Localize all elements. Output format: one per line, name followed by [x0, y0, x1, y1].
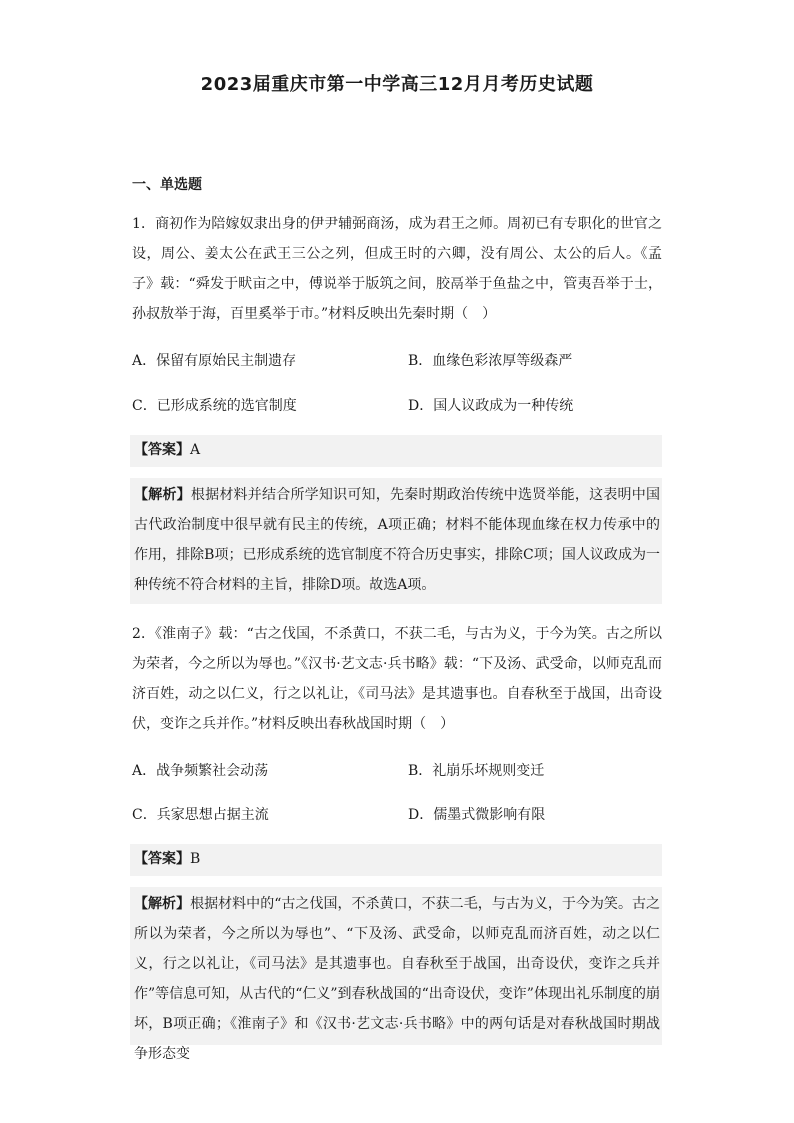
question-2-stem: 2．《淮南子》载：“古之伐国，不杀黄口，不获二毛，与古为义，于今为笑。古之所以为荣者，今之所以为辱也。”《汉书·艺文志·兵书略》载：“下及汤、武受命，以师克乱而济百姓，动之以仁义，行之以礼让，《司马法》是其遗事也。自春秋至于战国，出奇设伏，变诈之兵并作。”材料反映出春秋战国时期（ ） [132, 626, 662, 732]
page-title: 2023届重庆市第一中学高三12月月考历史试题 [200, 74, 594, 95]
question-2-analysis-box [130, 887, 662, 1062]
question-1-answer: A [190, 442, 201, 458]
question-1-analysis: 根据材料并结合所学知识可知，先秦时期政治传统中选贤举能，这表明中国古代政治制度中很早就有民主的传统，A项正确；材料不能体现血缘在权力传承中的作用，排除B项；已形成系统的选官制度不符合历史事实，排除C项；国人议政成为一种传统不符合材料的主旨，排除D项。故选A项。 [134, 487, 660, 593]
analysis-tag: 【解析】 [134, 487, 191, 503]
question-2-analysis: 根据材料中的“古之伐国，不杀黄口，不获二毛，与古为义，于今为笑。古之所以为荣者，今之所以为辱也”、“下及汤、武受命，以师克乱而济百姓，动之以仁义，行之以礼让，《司马法》是其遗事也。自春秋至于战国，出奇设伏，变诈之兵并作”等信息可知，从古代的“仁义”到春秋战国的“出奇设伏，变诈”体现出礼乐制度的崩坏，B项正确；《淮南子》和《汉书·艺文志·兵书略》中的两句话是对春秋战国时期战争形态变 [134, 896, 661, 1062]
question-2-option-b: B．礼崩乐坏规则变迁 [408, 763, 545, 779]
question-1-option-b: B．血缘色彩浓厚等级森严 [408, 353, 573, 369]
question-2-option-c: C．兵家思想占据主流 [132, 807, 269, 823]
answer-tag: 【答案】 [134, 851, 190, 867]
analysis-tag: 【解析】 [134, 896, 191, 912]
question-1-analysis-box [130, 478, 662, 604]
question-1-option-c: C．已形成系统的选官制度 [132, 398, 297, 414]
question-1-option-d: D．国人议政成为一种传统 [408, 398, 574, 414]
question-2-option-d: D．儒墨式微影响有限 [408, 807, 546, 823]
answer-tag: 【答案】 [134, 442, 190, 458]
question-2-answer: B [190, 851, 201, 867]
question-2-answer-box [130, 844, 662, 876]
section-heading: 一、单选题 [132, 177, 202, 193]
question-1-stem: 1．商初作为陪嫁奴隶出身的伊尹辅弼商汤，成为君王之师。周初已有专职化的世官之设，周公、姜太公在武王三公之列，但成王时的六卿，没有周公、太公的后人。《孟子》载：“舜发于畎亩之中，傅说举于版筑之间，胶鬲举于鱼盐之中，管夷吾举于士，孙叔敖举于海，百里奚举于市。”材料反映出先秦时期（ ） [132, 216, 662, 322]
question-1-option-a: A．保留有原始民主制遗存 [132, 353, 297, 369]
question-1-answer-box [130, 435, 662, 467]
question-2-option-a: A．战争频繁社会动荡 [132, 763, 269, 779]
